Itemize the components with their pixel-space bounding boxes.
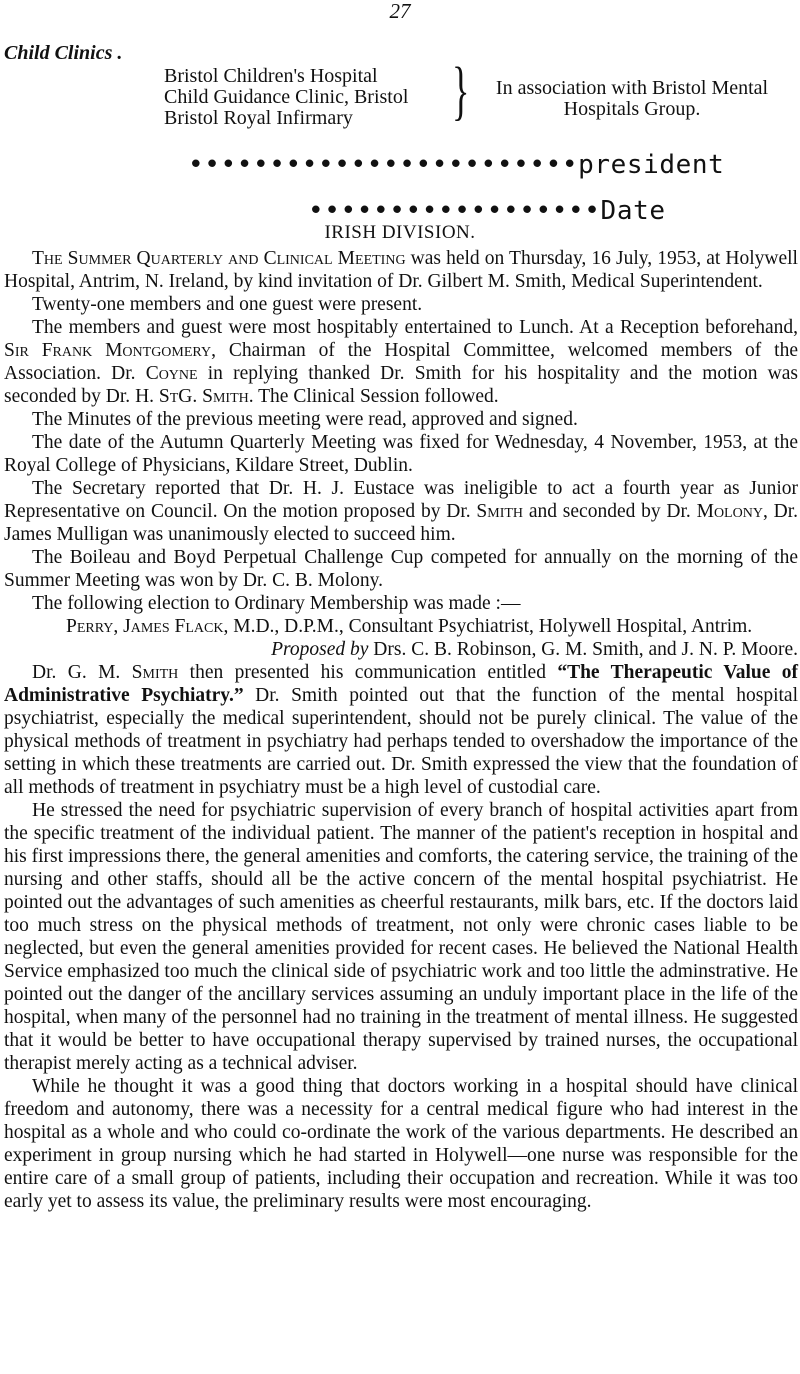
small-caps-text: H. StG. Smith.	[135, 386, 254, 407]
clinic-item: Bristol Children's Hospital	[164, 65, 378, 87]
member-details: M.D., D.P.M., Consultant Psychiatrist, Holywell Hospital, Antrim.	[228, 616, 753, 637]
president-signature-line: ••••••••••••••••••••••••president	[188, 150, 725, 180]
paragraph: Twenty-one members and one guest were present.	[32, 294, 423, 315]
paragraph-text: , Chairman of the Hospital Committee, welcomed members of the Association. Dr.	[4, 340, 798, 384]
association-note: In association with Bristol Mental Hospitals Group.	[495, 77, 769, 120]
paragraph: The Minutes of the previous meeting were read, approved and signed.	[32, 409, 578, 430]
clinic-item: Child Guidance Clinic, Bristol	[164, 86, 409, 108]
proposers-line	[4, 638, 798, 661]
division-title: IRISH DIVISION.	[324, 222, 476, 243]
paragraph	[4, 316, 798, 408]
clinic-list	[164, 66, 408, 129]
paragraph-text: and seconded by Dr.	[523, 501, 697, 522]
proposed-by-label: Proposed by	[271, 639, 369, 660]
paragraph-text: in replying thanked Dr. Smith for his hospitality and the motion was seconded by Dr.	[4, 363, 798, 407]
clinic-item: Bristol Royal Infirmary	[164, 107, 353, 129]
body-text	[4, 247, 798, 1213]
paragraph-text: The Secretary reported that Dr. H. J. Eustace was ineligible to act a fourth year as Junior Representative on Council. On the motion proposed by Dr.	[4, 478, 798, 522]
paragraph-text: Dr. Smith pointed out that the function of the mental hospital psychiatrist, especially the medical superintendent, should not be purely clinical. The value of the physical methods of treatment in psychiatry had perhaps tended to overshadow the importance of the setting in which these treatments are carried out. Dr. Smith expressed the view that the foundation of all methods of treatment in psychiatry must be a high level of custodial care.	[4, 685, 798, 798]
small-caps-text: Smith	[476, 501, 524, 522]
paragraph-text: Dr. G. M.	[32, 662, 132, 683]
paragraph: He stressed the need for psychiatric supervision of every branch of hospital activities apart from the specific treatment of the individual patient. The manner of the patient's reception in hospital and his first impressions there, the general amenities and comforts, the catering service, the training of the nursing and other staffs, should all be the active concern of the mental hospital psychiatrist. He pointed out the advantages of such amenities as cheerful restaurants, milk bars, etc. If the doctors laid too much stress on the physical methods of treatment, not only were chronic cases liable to be neglected, but even the general amenities provided for recent cases. He believed the National Health Service emphasized too much the clinical side of psychiatric work and too little the adminstrative. He pointed out the danger of the ancillary services assuming an unduly important place in the life of the hospital, when many of the personnel had no training in the treatment of mental illness. He suggested that it would be better to have occupational therapy supervised by trained nurses, the occupational therapist merely acting as a technical adviser.	[4, 800, 798, 1074]
paragraph: While he thought it was a good thing that doctors working in a hospital should have clinical freedom and autonomy, there was a necessity for a central medical figure who had interest in the hospital as a whole and who could co-ordinate the work of the various departments. He described an experiment in group nursing which he had started in Holywell—one nurse was responsible for the entire care of a small group of patients, including their occupation and recreation. While it was too early yet to assess its value, the preliminary results were most encouraging.	[4, 1076, 798, 1212]
brace-symbol: }	[452, 54, 470, 127]
paragraph-text: The Clinical Session followed.	[253, 386, 499, 407]
paragraph-text: , Dr. James Mulligan was unanimously elected to succeed him.	[4, 501, 798, 545]
paragraph	[4, 661, 798, 799]
paragraph	[4, 247, 798, 293]
small-caps-text: Molony	[696, 501, 763, 522]
paragraph-text: was held on Thursday, 16 July, 1953, at Holywell Hospital, Antrim, N. Ireland, by kind invitation of Dr. Gilbert M. Smith, Medical Superintendent.	[4, 248, 798, 292]
paragraph: The following election to Ordinary Membership was made :—	[32, 593, 521, 614]
section-title: Child Clinics .	[4, 42, 123, 64]
member-name: Perry, James Flack,	[66, 616, 229, 637]
paragraph-text: The members and guest were most hospitably entertained to Lunch. At a Reception beforehand,	[32, 317, 798, 338]
paragraph: The Boileau and Boyd Perpetual Challenge Cup competed for annually on the morning of the Summer Meeting was won by Dr. C. B. Molony.	[4, 547, 798, 591]
paragraph: The date of the Autumn Quarterly Meeting was fixed for Wednesday, 4 November, 1953, at the Royal College of Physicians, Kildare Street, Dublin.	[4, 432, 798, 476]
small-caps-text: Coyne	[145, 363, 198, 384]
small-caps-text: Sir Frank Montgomery	[4, 340, 212, 361]
small-caps-text: Smith	[131, 662, 179, 683]
small-caps-text: The Summer Quarterly and Clinical Meeting	[32, 248, 406, 269]
paragraph	[4, 477, 798, 546]
communication-title: “The Therapeutic Value of Administrative Psychiatry.”	[4, 662, 799, 706]
proposers-text: Drs. C. B. Robinson, G. M. Smith, and J. N. P. Moore.	[368, 639, 798, 660]
paragraph-text: then presented his communication entitled	[178, 662, 558, 683]
date-signature-line: ••••••••••••••••••Date	[308, 196, 666, 226]
page-number: 27	[389, 0, 411, 23]
member-entry	[4, 615, 798, 638]
